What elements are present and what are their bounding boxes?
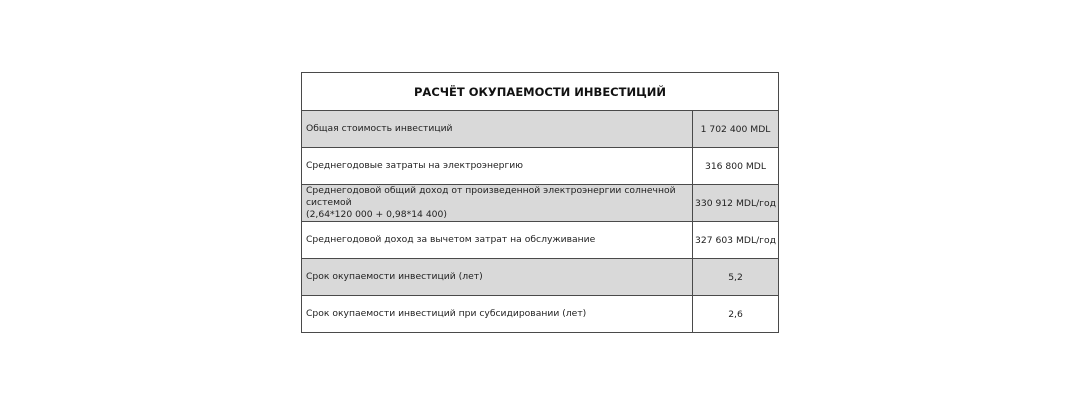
row-value: 330 912 MDL/год: [695, 197, 776, 209]
table-row: [302, 259, 778, 296]
row-label: [302, 185, 693, 221]
table-row: [302, 296, 778, 332]
row-label: [302, 148, 693, 184]
roi-table: [301, 72, 779, 333]
row-value: 1 702 400 MDL: [700, 123, 771, 135]
row-label: [302, 259, 693, 295]
row-label-text: Среднегодовые затраты на электроэнергию: [306, 160, 523, 171]
row-label-text: Среднегодовой доход за вычетом затрат на обслуживание: [306, 234, 596, 245]
row-value: 5,2: [728, 271, 743, 283]
row-label: [302, 296, 693, 332]
table-row: [302, 148, 778, 185]
row-label-formula: (2,64*120 000 + 0,98*14 400): [306, 209, 447, 220]
row-label: [302, 222, 693, 258]
row-label-text: Общая стоимость инвестиций: [306, 123, 453, 134]
table-row: [302, 111, 778, 148]
row-label-text: Срок окупаемости инвестиций (лет): [306, 271, 483, 282]
table-row: [302, 185, 778, 222]
table-title: РАСЧЁТ ОКУПАЕМОСТИ ИНВЕСТИЦИЙ: [302, 73, 778, 111]
row-label: [302, 111, 693, 147]
row-value: 2,6: [728, 308, 743, 320]
row-label-text: Среднегодовой общий доход от произведенной электроэнергии солнечной системой: [306, 185, 676, 208]
row-value: 316 800 MDL: [704, 160, 767, 172]
row-label-text: Срок окупаемости инвестиций при субсидировании (лет): [306, 308, 587, 319]
row-value: 327 603 MDL/год: [695, 234, 776, 246]
table-row: [302, 222, 778, 259]
